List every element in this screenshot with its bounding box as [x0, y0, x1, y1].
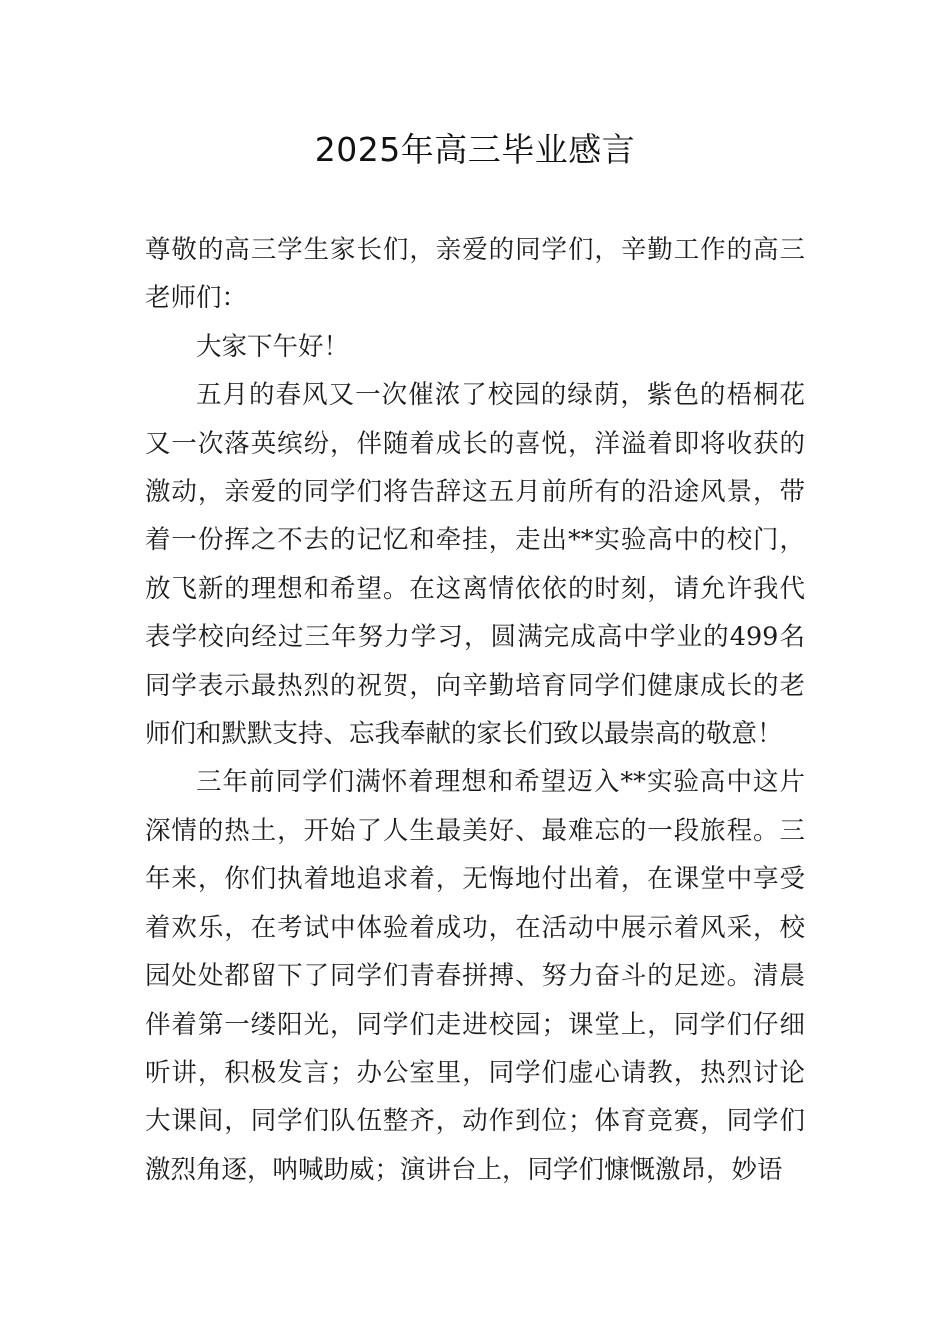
salutation: 尊敬的高三学生家长们，亲爱的同学们，辛勤工作的高三老师们： [145, 235, 805, 314]
document-title: 2025年高三毕业感言 [314, 130, 636, 169]
paragraph-2: 三年前同学们满怀着理想和希望迈入**实验高中这片深情的热土，开始了人生最美好、最难忘的一段旅程。三年来，你们执着地追求着，无悔地付出着，在课堂中享受着欢乐，在考试中体验着成功，在活动中展示着风采，校园处处都留下了同学们青春拼搏、努力奋斗的足迹。清晨伴着第一缕阳光，同学们走进校园；课堂上，同学们仔细听讲，积极发言；办公室里，同学们虚心请教，热烈讨论大课间，同学们队伍整齐，动作到位；体育竞赛，同学们激烈角逐，呐喊助威；演讲台上，同学们慷慨激昂，妙语 [145, 767, 805, 1185]
document-body [145, 226, 805, 1194]
paragraph-1: 五月的春风又一次催浓了校园的绿荫，紫色的梧桐花又一次落英缤纷，伴随着成长的喜悦，洋溢着即将收获的激动，亲爱的同学们将告辞这五月前所有的沿途风景，带着一份挥之不去的记忆和牵挂，走出**实验高中的校门，放飞新的理想和希望。在这离情依依的时刻，请允许我代表学校向经过三年努力学习，圆满完成高中学业的499名同学表示最热烈的祝贺，向辛勤培育同学们健康成长的老师们和默默支持、忘我奉献的家长们致以最崇高的敬意！ [145, 380, 805, 750]
greeting: 大家下午好！ [196, 331, 350, 362]
